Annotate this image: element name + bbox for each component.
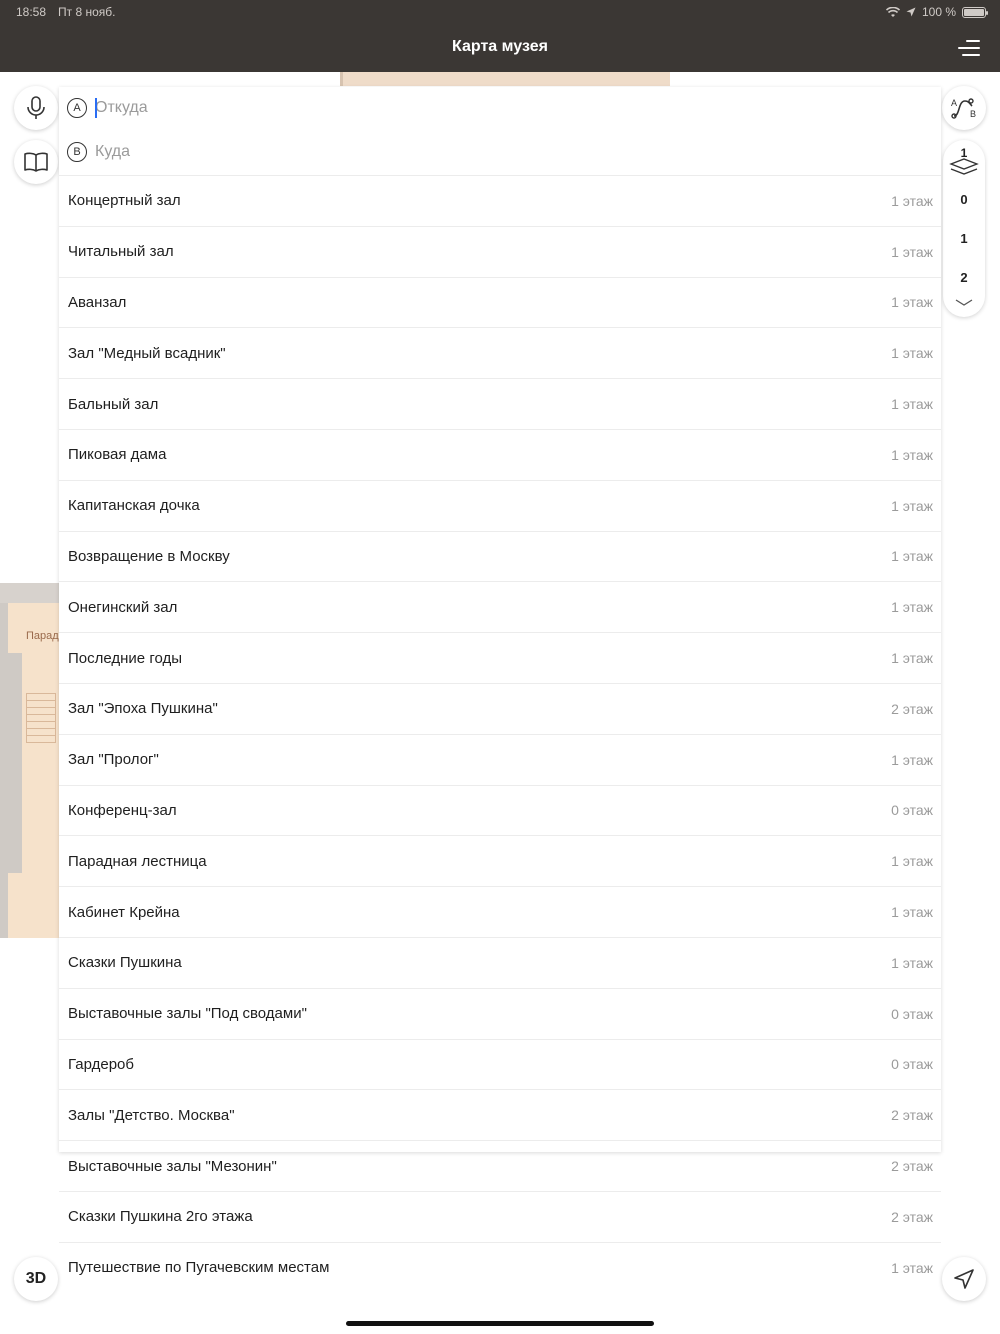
list-item[interactable]	[59, 1191, 941, 1242]
place-name: Читальный зал	[68, 243, 174, 261]
list-item[interactable]	[59, 886, 941, 937]
status-time: 18:58	[16, 5, 47, 19]
place-floor: 0 этаж	[891, 1056, 933, 1073]
to-input[interactable]	[95, 143, 875, 161]
place-name: Сказки Пушкина 2го этажа	[68, 1208, 253, 1226]
status-date: Пт 8 нояб.	[58, 5, 116, 19]
marker-a: A	[67, 98, 87, 118]
place-name: Зал "Эпоха Пушкина"	[68, 700, 218, 718]
location-arrow-icon	[953, 1268, 975, 1290]
battery-icon	[962, 7, 986, 18]
place-floor: 2 этаж	[891, 700, 933, 717]
map-stairs	[26, 693, 56, 743]
list-item[interactable]	[59, 1140, 941, 1191]
battery-percent: 100 %	[921, 5, 956, 19]
place-name: Выставочные залы "Мезонин"	[68, 1157, 277, 1175]
floor-picker	[943, 140, 985, 317]
microphone-button[interactable]	[14, 86, 58, 130]
place-name: Аванзал	[68, 293, 127, 311]
place-floor: 1 этаж	[891, 751, 933, 768]
floor-option-2[interactable]: 2	[960, 270, 968, 285]
to-field[interactable]	[67, 137, 927, 167]
place-floor: 1 этаж	[891, 904, 933, 921]
from-field[interactable]	[67, 93, 927, 123]
place-name: Капитанская дочка	[68, 497, 200, 515]
floor-option-0[interactable]: 0	[960, 192, 968, 207]
place-floor: 2 этаж	[891, 1208, 933, 1225]
place-floor: 2 этаж	[891, 1107, 933, 1124]
place-floor: 1 этаж	[891, 548, 933, 565]
list-item[interactable]	[59, 683, 941, 734]
3d-label: 3D	[25, 1270, 47, 1287]
status-indicators	[886, 5, 986, 19]
list-item[interactable]	[59, 378, 941, 429]
place-floor: 1 этаж	[891, 446, 933, 463]
place-floor: 1 этаж	[891, 294, 933, 311]
menu-icon[interactable]	[956, 38, 980, 58]
microphone-icon	[25, 96, 47, 120]
place-name: Пиковая дама	[68, 446, 167, 464]
place-floor: 1 этаж	[891, 650, 933, 667]
place-floor: 0 этаж	[891, 1005, 933, 1022]
place-floor: 1 этаж	[891, 954, 933, 971]
chevron-down-icon[interactable]	[955, 298, 973, 308]
layers-button[interactable]	[949, 144, 979, 178]
marker-b: B	[67, 142, 87, 162]
place-floor: 1 этаж	[891, 1259, 933, 1276]
list-item[interactable]	[59, 480, 941, 531]
map-room-label: Парад	[26, 630, 59, 642]
page-title: Карта музея	[452, 38, 548, 55]
place-floor: 1 этаж	[891, 853, 933, 870]
guide-book-button[interactable]	[14, 140, 58, 184]
place-floor: 1 этаж	[891, 599, 933, 616]
place-floor: 0 этаж	[891, 802, 933, 819]
list-item[interactable]	[59, 277, 941, 328]
place-name: Путешествие по Пугачевским местам	[68, 1259, 330, 1277]
map-background-left[interactable]	[0, 583, 60, 938]
home-indicator	[346, 1321, 654, 1326]
place-name: Зал "Медный всадник"	[68, 344, 226, 362]
list-item[interactable]	[59, 988, 941, 1039]
list-item[interactable]	[59, 835, 941, 886]
wifi-icon	[886, 7, 900, 18]
place-name: Последние годы	[68, 649, 183, 667]
place-name: Онегинский зал	[68, 598, 178, 616]
list-item[interactable]	[59, 175, 941, 226]
route-ab-icon	[950, 97, 978, 119]
list-item[interactable]	[59, 937, 941, 988]
list-item[interactable]	[59, 327, 941, 378]
place-name: Кабинет Крейна	[68, 903, 180, 921]
place-name: Залы "Детство. Москва"	[68, 1106, 235, 1124]
place-name: Зал "Пролог"	[68, 751, 159, 769]
place-floor: 1 этаж	[891, 396, 933, 413]
place-floor: 1 этаж	[891, 243, 933, 260]
route-button[interactable]	[942, 86, 986, 130]
list-item[interactable]	[59, 785, 941, 836]
floor-option-1[interactable]: 1	[960, 231, 968, 246]
svg-text:A: A	[951, 98, 958, 108]
place-name: Парадная лестница	[68, 852, 207, 870]
location-status-icon	[906, 7, 916, 17]
from-input[interactable]	[95, 99, 875, 117]
list-item[interactable]	[59, 734, 941, 785]
place-name: Концертный зал	[68, 192, 181, 210]
places-list	[59, 175, 941, 1293]
map-background-top	[340, 72, 670, 86]
list-item[interactable]	[59, 531, 941, 582]
list-item[interactable]	[59, 1089, 941, 1140]
place-floor: 1 этаж	[891, 497, 933, 514]
place-floor: 1 этаж	[891, 345, 933, 362]
list-item[interactable]	[59, 429, 941, 480]
current-floor: 1	[960, 146, 968, 160]
place-floor: 2 этаж	[891, 1158, 933, 1175]
place-name: Гардероб	[68, 1055, 134, 1073]
book-icon	[23, 152, 49, 172]
list-item[interactable]	[59, 1039, 941, 1090]
list-item[interactable]	[59, 581, 941, 632]
list-item[interactable]	[59, 226, 941, 277]
layers-icon	[949, 158, 979, 178]
list-item[interactable]	[59, 1242, 941, 1293]
place-floor: 1 этаж	[891, 192, 933, 209]
list-item[interactable]	[59, 632, 941, 683]
place-name: Конференц-зал	[68, 801, 177, 819]
top-bar	[0, 0, 1000, 72]
3d-toggle-button[interactable]	[14, 1257, 58, 1301]
status-bar	[0, 0, 1000, 24]
my-location-button[interactable]	[942, 1257, 986, 1301]
place-name: Выставочные залы "Под сводами"	[68, 1005, 307, 1023]
place-name: Возвращение в Москву	[68, 547, 230, 565]
text-caret	[95, 98, 97, 118]
svg-text:B: B	[970, 109, 977, 119]
place-name: Сказки Пушкина	[68, 954, 182, 972]
place-name: Бальный зал	[68, 395, 159, 413]
